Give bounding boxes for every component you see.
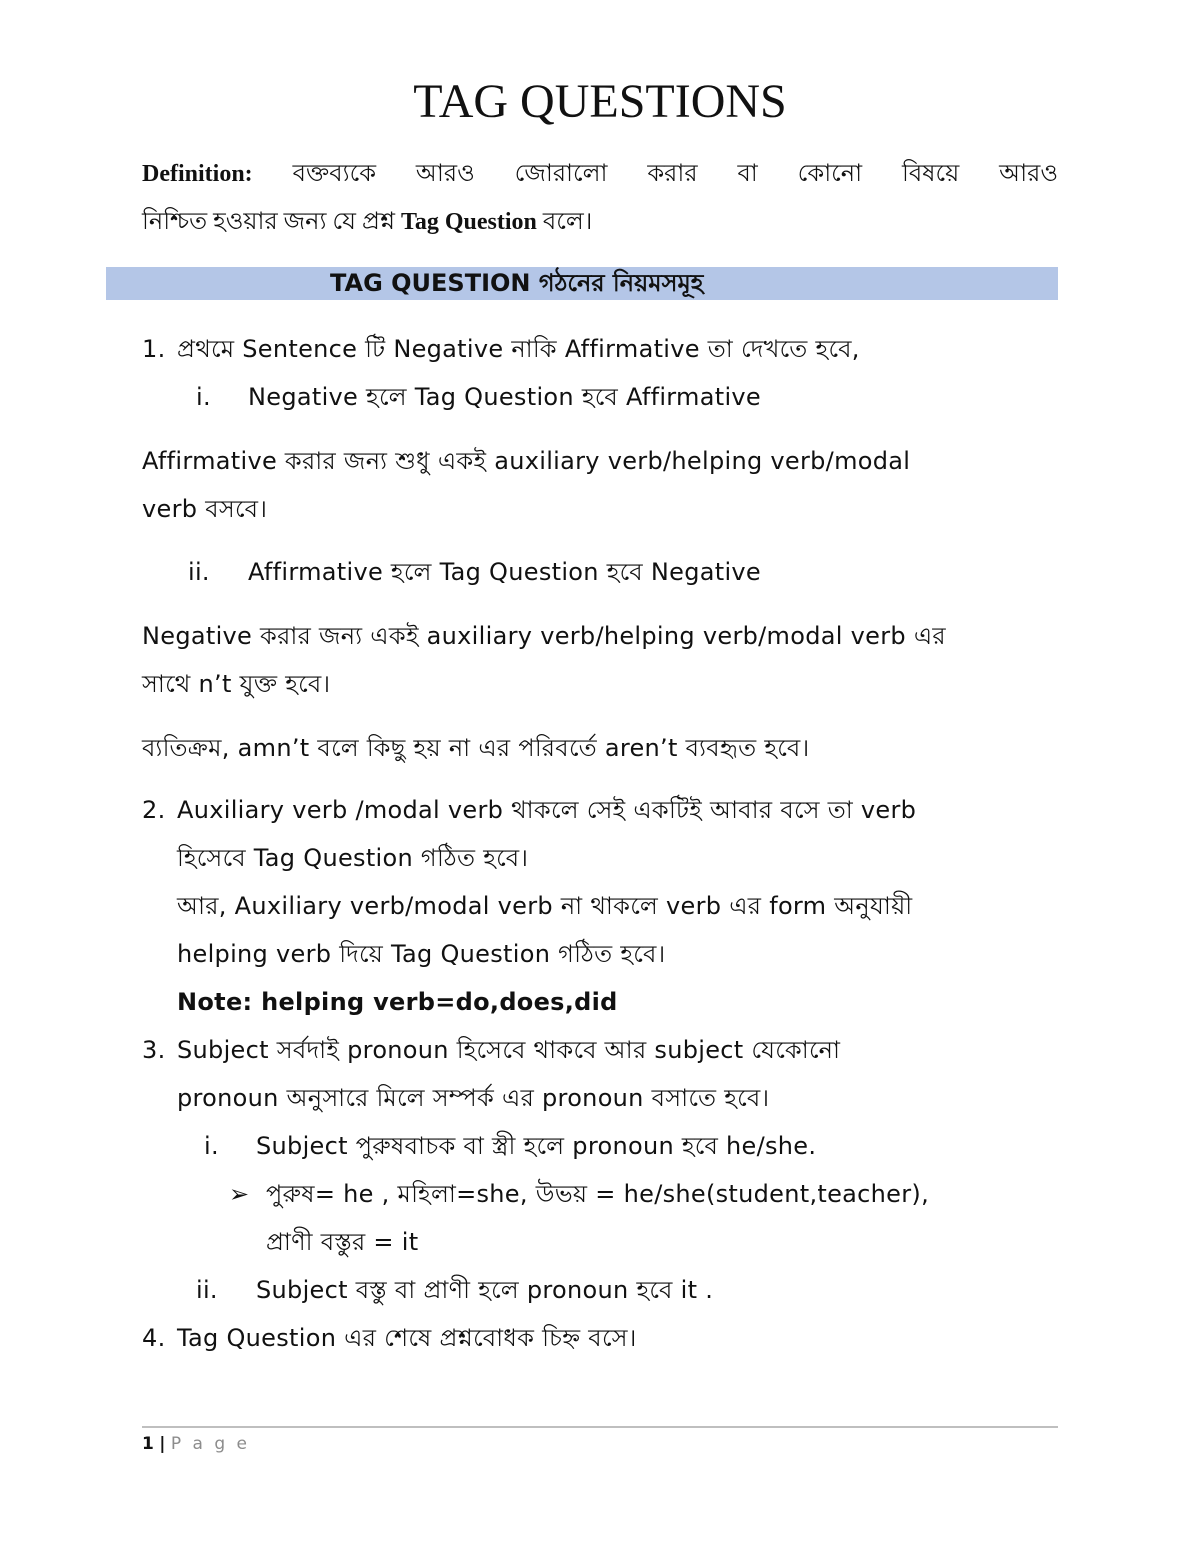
affirmative-line-2: verb বসবে। xyxy=(142,495,268,523)
rule-1-sub-ii-marker: ii. xyxy=(188,558,210,586)
rule-2-line-3: আর, Auxiliary verb/modal verb না থাকলে verb এর form অনুযায়ী xyxy=(177,892,913,920)
page-footer xyxy=(142,1432,250,1456)
rule-2-line-1: Auxiliary verb /modal verb থাকলে সেই একটিই আবার বসে তা verb xyxy=(177,796,917,824)
page-title: TAG QUESTIONS xyxy=(413,75,787,128)
definition-text-1: বক্তব্যকে আরও জোরালো করার বা কোনো বিষয়ে আরও xyxy=(292,161,1058,187)
rule-3-sub-i: Subject পুরুষবাচক বা স্ত্রী হলে pronoun হবে he/she. xyxy=(256,1132,817,1160)
rule-3-line-2: pronoun অনুসারে মিলে সম্পর্ক এর pronoun বসাতে হবে। xyxy=(177,1084,770,1112)
rule-2-marker: 2. xyxy=(142,796,166,824)
definition-tag-question: Tag Question xyxy=(401,209,537,235)
rule-1-marker: 1. xyxy=(142,335,166,363)
rule-3-bullet-line-1: পুরুষ= he , মহিলা=she, উভয় = he/she(student,teacher), xyxy=(266,1180,930,1208)
rule-1-sub-ii: Affirmative হলে Tag Question হবে Negative xyxy=(248,558,761,586)
rule-3-bullet-line-2: প্রাণী বস্তুর = it xyxy=(266,1228,419,1256)
rule-3-sub-ii: Subject বস্তু বা প্রাণী হলে pronoun হবে it . xyxy=(256,1276,714,1304)
definition-line-1 xyxy=(142,150,1058,198)
definition-line-2 xyxy=(142,198,1058,246)
definition-text-2a: নিশ্চিত হওয়ার জন্য যে প্রশ্ন xyxy=(142,209,396,235)
rule-1-sub-i-marker: i. xyxy=(196,383,211,411)
rule-2-note: Note: helping verb=do,does,did xyxy=(177,988,618,1016)
page-label: P a g e xyxy=(170,1434,251,1454)
definition-label: Definition: xyxy=(142,161,253,187)
rule-3-sub-ii-marker: ii. xyxy=(196,1276,218,1304)
exception-line: ব্যতিক্রম, amn’t বলে কিছু হয় না এর পরিবর্তে aren’t ব্যবহৃত হবে। xyxy=(142,734,810,762)
rule-3-marker: 3. xyxy=(142,1036,166,1064)
negative-line-1: Negative করার জন্য একই auxiliary verb/helping verb/modal verb এর xyxy=(142,622,946,650)
rule-2-line-4: helping verb দিয়ে Tag Question গঠিত হবে। xyxy=(177,940,666,968)
definition-text-2b: বলে। xyxy=(542,209,593,235)
rule-1-text: প্রথমে Sentence টি Negative নাকি Affirmative তা দেখতে হবে, xyxy=(177,335,860,363)
footer-divider xyxy=(142,1426,1058,1428)
page-number: 1 xyxy=(142,1434,154,1454)
rules-heading: TAG QUESTION গঠনের নিয়মসমূহ xyxy=(330,269,704,297)
arrow-bullet-icon: ➢ xyxy=(229,1180,250,1208)
rule-3-sub-i-marker: i. xyxy=(204,1132,219,1160)
footer-separator: | xyxy=(159,1434,166,1454)
rule-3-line-1: Subject সর্বদাই pronoun হিসেবে থাকবে আর subject যেকোনো xyxy=(177,1036,841,1064)
rule-1-sub-i: Negative হলে Tag Question হবে Affirmative xyxy=(248,383,761,411)
rule-4-marker: 4. xyxy=(142,1324,166,1352)
rule-4-text: Tag Question এর শেষে প্রশ্নবোধক চিহ্ন বসে। xyxy=(177,1324,637,1352)
affirmative-line-1: Affirmative করার জন্য শুধু একই auxiliary verb/helping verb/modal xyxy=(142,447,911,475)
rule-2-line-2: হিসেবে Tag Question গঠিত হবে। xyxy=(177,844,529,872)
negative-line-2: সাথে n’t যুক্ত হবে। xyxy=(142,670,331,698)
